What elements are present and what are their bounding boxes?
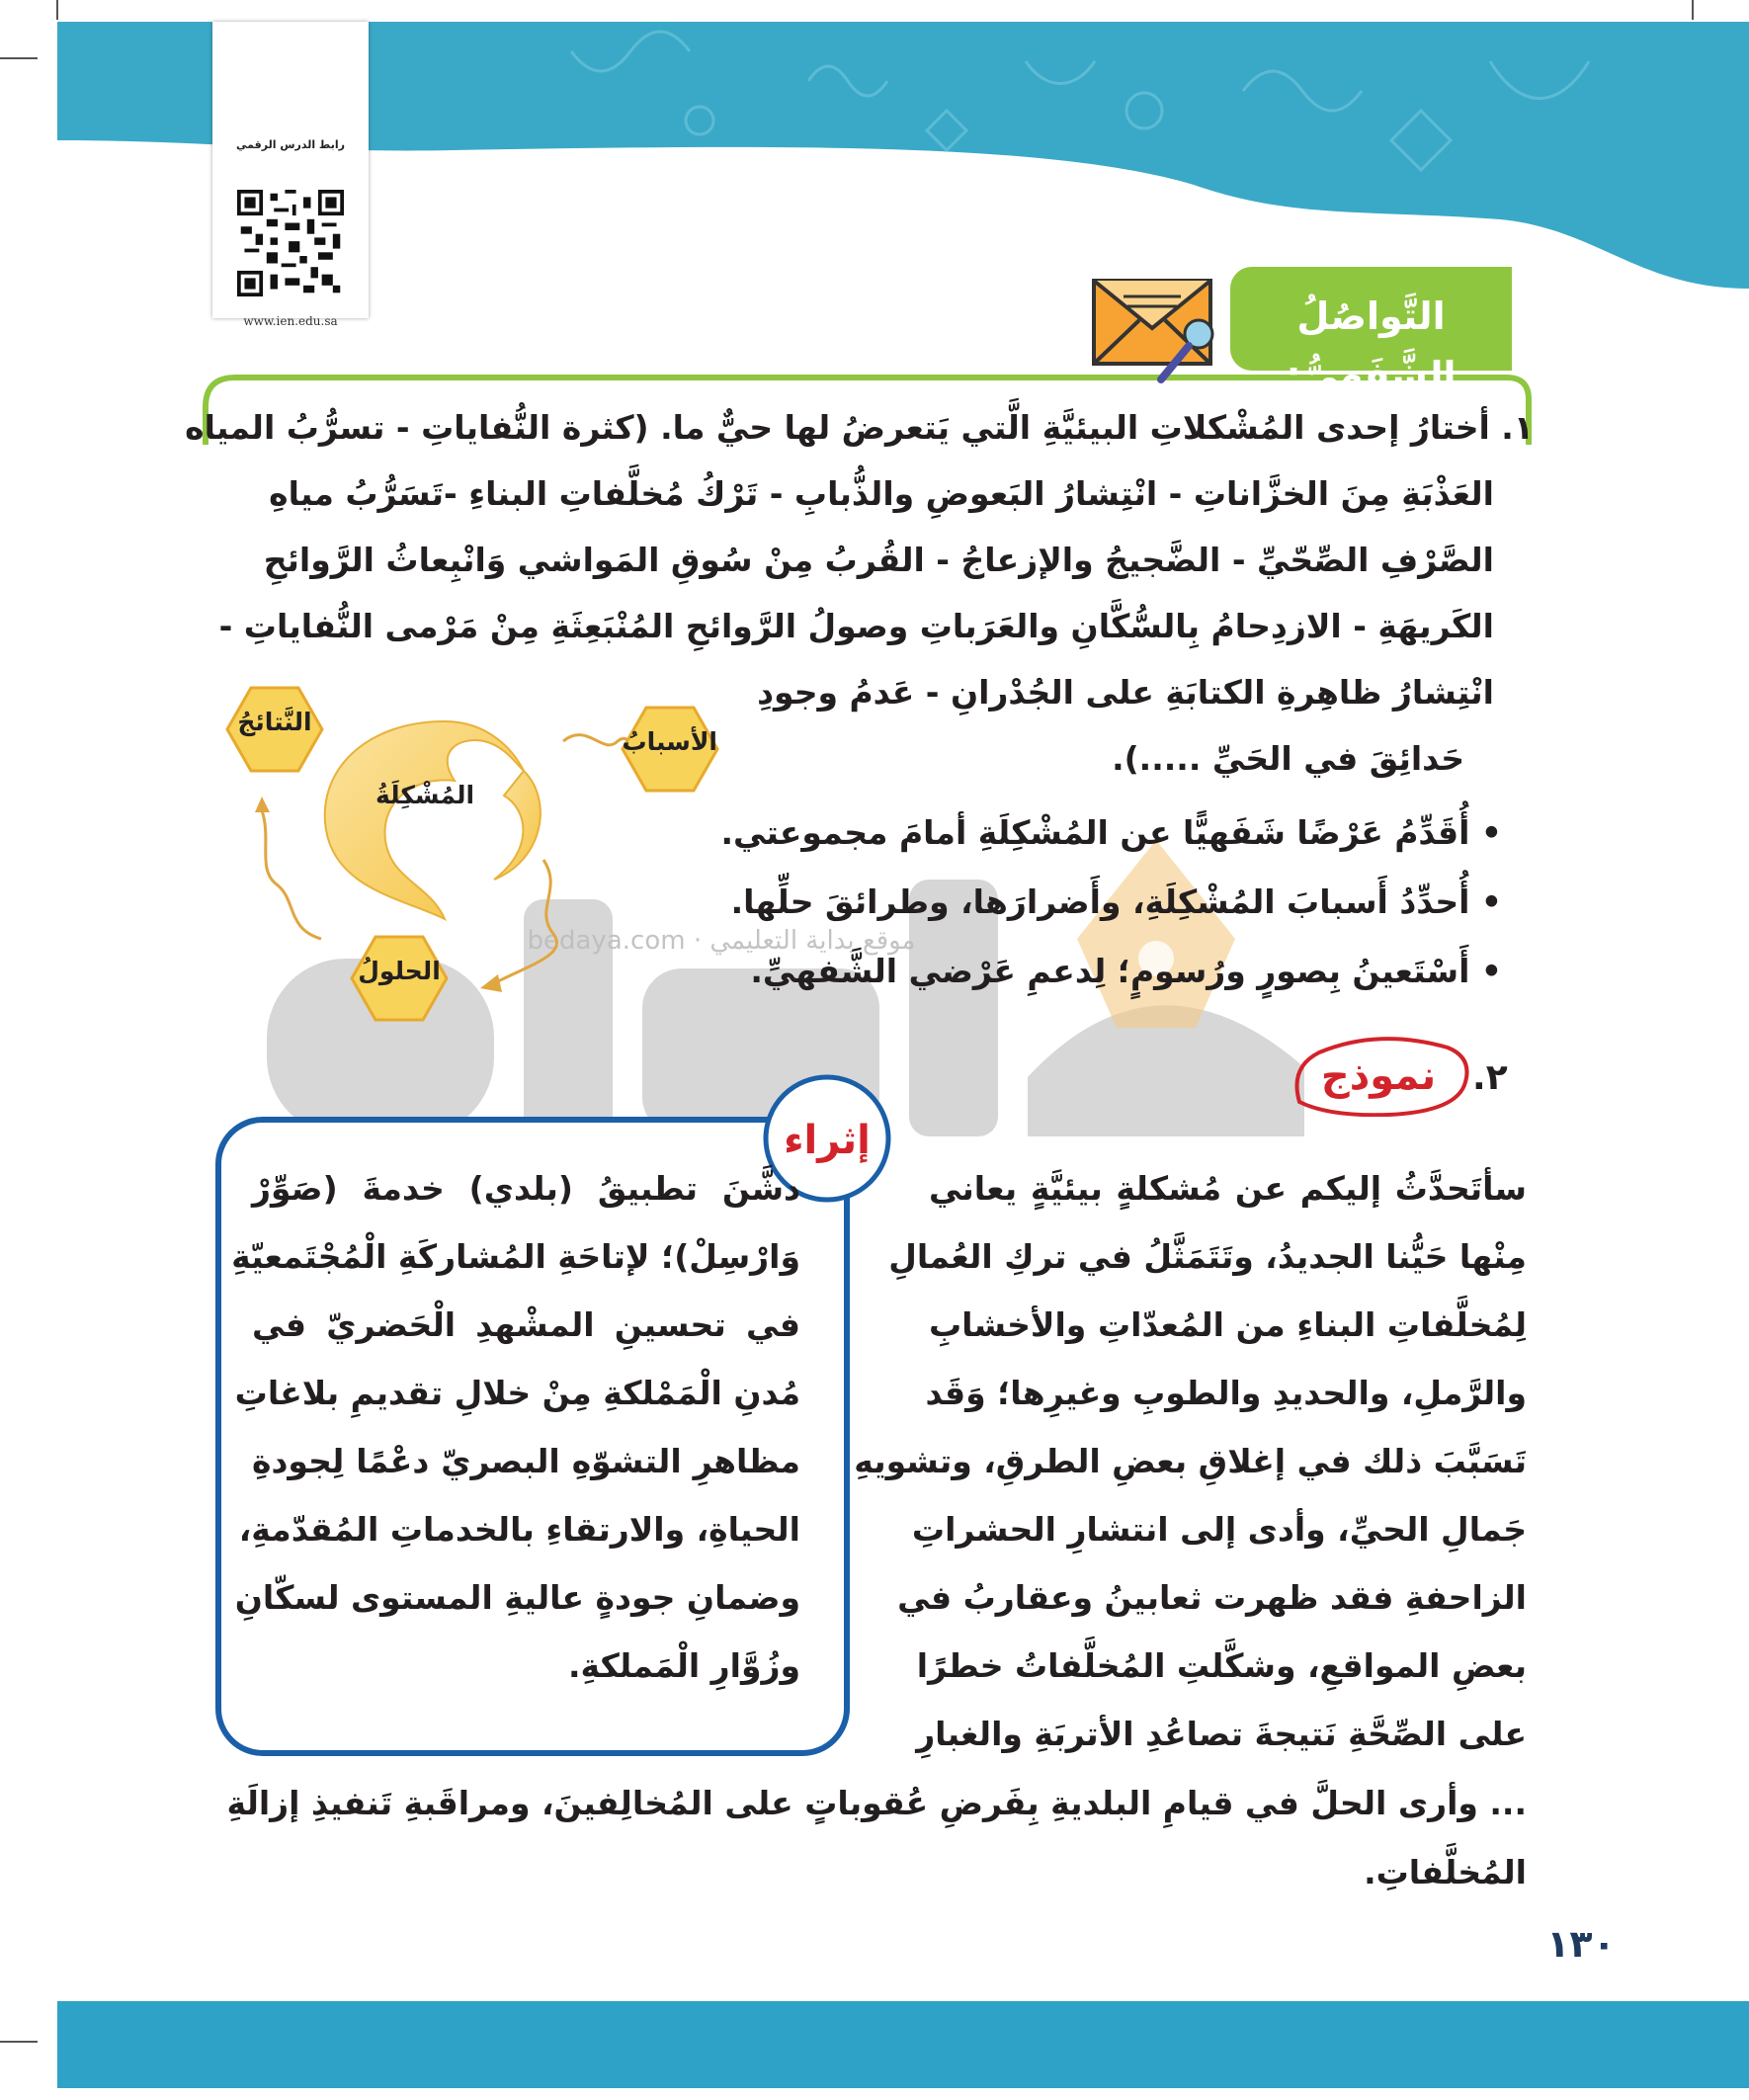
item2-number: ٢. (1472, 1057, 1508, 1098)
enrichment-line: الحياةِ، والارتقاءِ بالخدماتِ المُقدّمةِ، (238, 1510, 800, 1549)
enrichment-line: مظاهرِ التشوّهِ البصريّ دعْمًا لِجودةِ (252, 1442, 800, 1480)
section-title: التَّواصُلُ الشَّفَهِيُّ: (1286, 294, 1457, 397)
model-line: جَمالِ الحيِّ، وأدى إلى انتشارِ الحشراتِ (911, 1510, 1527, 1549)
qr-url[interactable]: www.ien.edu.sa (243, 314, 338, 328)
qr-card[interactable] (212, 22, 369, 328)
model-line: مِنْها حَيُّنا الجديدُ، وتَتَمَثَّلُ في تركِ العُمالِ (888, 1237, 1527, 1276)
model-badge (1280, 1028, 1477, 1117)
model-line: لِمُخلَّفاتِ البناءِ من المُعدّاتِ والأخشابِ (929, 1305, 1527, 1344)
hex-causes-label: الأسبابُ (622, 727, 717, 756)
qr-code-icon[interactable] (237, 190, 344, 296)
enrichment-line: دشَّنَ تطبيقُ (بلدي) خدمةَ (صَوِّرْ (252, 1169, 800, 1208)
model-line: على الصِّحَّةِ نَتيجةَ تصاعُدِ الأتربَةِ والغبارِ (916, 1715, 1527, 1753)
enrichment-line: في تحسينِ المشْهدِ الْحَضريّ في (252, 1305, 800, 1344)
bottom-bar (57, 2001, 1749, 2088)
crop-mark (56, 0, 58, 20)
model-line: والرَّملِ، والحديدِ والطوبِ وغيرِها؛ وَقَد (925, 1374, 1527, 1412)
item1-line: حَدائِقَ في الحَيِّ .....). (1112, 739, 1464, 778)
watermark-text: موقع بداية التعليمي · bedaya.com (527, 926, 916, 956)
model-badge-text: نموذج (1320, 1053, 1437, 1099)
item1-line: ١. أختارُ إحدى المُشْكلاتِ البيئيَّةِ الَّتي يَتعرضُ لها حيٌّ ما. (كثرة النُّفاياتِ - تسرُّبُ المياه (185, 408, 1534, 447)
hex-solutions-label: الحلولُ (358, 957, 441, 985)
problem-diagram (217, 682, 751, 1038)
item1-line: الكَريهَةِ - الازدِحامُ بِالسُّكَّانِ والعَرَباتِ وصولُ الرَّوائحِ المُنْبَعِثَةِ مِنْ مَرْمى النُّفاياتِ - (218, 607, 1494, 645)
qr-label: رابط الدرس الرقمي (236, 138, 345, 151)
model-line: الزاحفةِ فقد ظهرت ثعابينُ وعقاربُ في (897, 1578, 1527, 1617)
final-line: ... وأرى الحلَّ في قيامِ البلديةِ بِفَرضِ عُقوباتٍ على المُخالِفينَ، ومراقَبةِ تَنفيذِ إزالَةِ (226, 1784, 1527, 1822)
item1-line: الصَّرْفِ الصِّحّيِّ - الضَّجيجُ والإزعاجُ - القُربُ مِنْ سُوقِ المَواشي وَانْبِعاثُ الرَّوائحِ (263, 541, 1494, 579)
item1-bullet: • أُحدِّدُ أَسبابَ المُشْكِلَةِ، وأَضرارَها، وطرائقَ حلِّها. (730, 882, 1502, 921)
enrichment-line: مُدنِ الْمَمْلكةِ مِنْ خلالِ تقديمِ بلاغاتِ (234, 1374, 800, 1412)
envelope-microphone-icon (1082, 267, 1230, 385)
page-number: ١٣٠ (1546, 1922, 1616, 1966)
item1-line: انْتِشارُ ظاهِرةِ الكتابَةِ على الجُدْرانِ - عَدمُ وجودِ (757, 673, 1494, 712)
item1-bullet: • أَسْتَعينُ بِصورٍ ورُسومٍ؛ لِدعمِ عَرْضي الشَّفهيِّ. (750, 952, 1502, 990)
arrow-to-solutions (494, 860, 557, 983)
model-line: تَسَبَّبَ ذلك في إغلاقِ بعضِ الطرقِ، وتشويهِ (854, 1442, 1527, 1480)
diagram-center-label: المُشْكِلَةُ (375, 781, 475, 809)
crop-mark (1692, 0, 1694, 20)
item1-bullet: • أُقَدِّمُ عَرْضًا شَفَهيًّا عن المُشْكِلَةِ أمامَ مجموعتي. (720, 813, 1502, 852)
model-line: بعضِ المواقعِ، وشكَّلتِ المُخلَّفاتُ خطرًا (916, 1646, 1527, 1685)
item1-line: العَذْبَةِ مِنَ الخزَّاناتِ - انْتِشارُ البَعوضِ والذُّبابِ - تَرْكُ مُخلَّفاتِ البناءِ -تَسَرُّبُ مياهِ (269, 474, 1494, 513)
enrichment-line: وَارْسِلْ)؛ لإتاحَةِ المُشاركَةِ الْمُجْتَمعيّةِ (231, 1237, 800, 1276)
enrichment-line: وزُوَّارِ الْمَملكةِ. (568, 1646, 800, 1685)
final-line: المُخلَّفاتِ. (1364, 1853, 1527, 1891)
enrichment-badge-text: إثراء (784, 1118, 871, 1163)
crop-mark (0, 2041, 38, 2043)
model-line: سأتَحدَّثُ إليكم عن مُشكلةٍ بيئيَّةٍ يعاني (929, 1169, 1527, 1208)
enrichment-line: وضمانِ جودةٍ عاليةِ المستوى لسكّانِ (234, 1578, 800, 1617)
hex-results-label: النَّتائجُ (237, 708, 312, 736)
crop-mark (0, 57, 38, 59)
arrow-to-results (262, 810, 321, 939)
